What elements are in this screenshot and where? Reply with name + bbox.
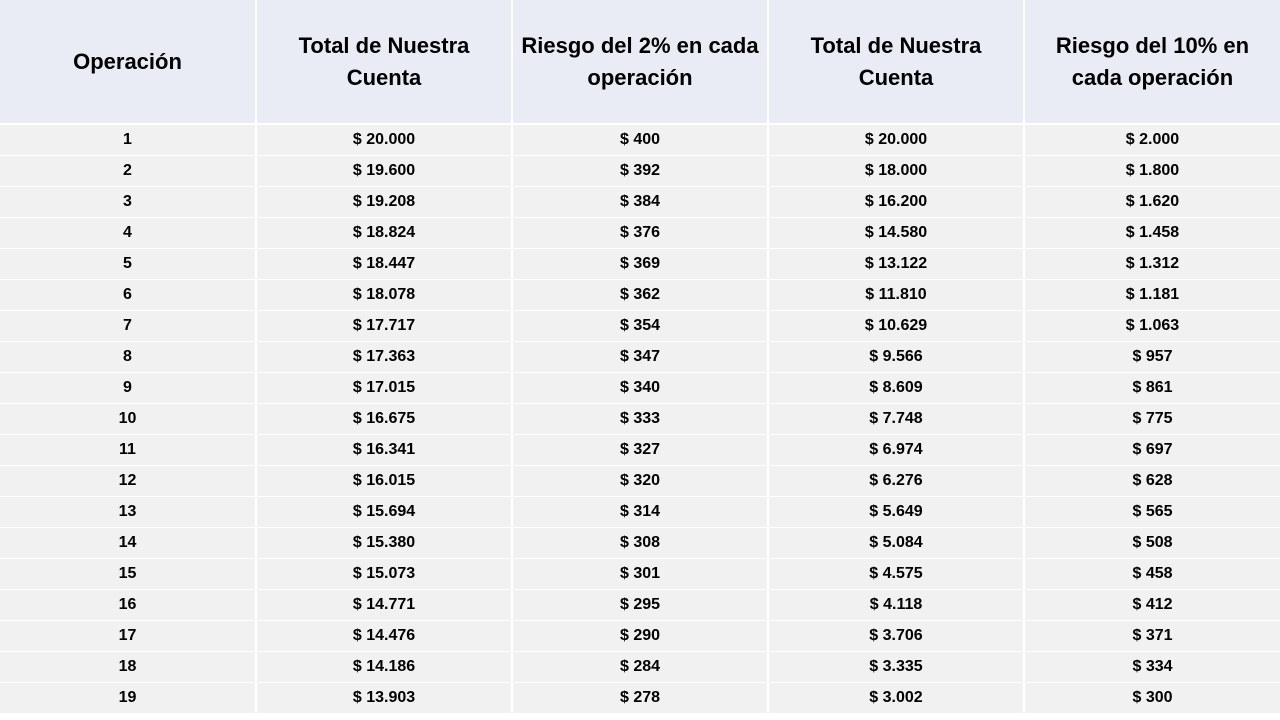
header-operacion: Operación xyxy=(0,0,256,124)
cell-total-cuenta-10: $ 11.810 xyxy=(768,279,1024,310)
cell-total-cuenta-2: $ 14.186 xyxy=(256,651,512,682)
table-row xyxy=(0,124,1280,155)
cell-total-cuenta-2: $ 19.208 xyxy=(256,186,512,217)
cell-riesgo-2: $ 284 xyxy=(512,651,768,682)
cell-riesgo-2: $ 340 xyxy=(512,372,768,403)
cell-riesgo-10: $ 775 xyxy=(1024,403,1280,434)
cell-operacion: 8 xyxy=(0,341,256,372)
cell-total-cuenta-10: $ 9.566 xyxy=(768,341,1024,372)
table-row xyxy=(0,496,1280,527)
cell-riesgo-10: $ 1.312 xyxy=(1024,248,1280,279)
cell-total-cuenta-2: $ 15.380 xyxy=(256,527,512,558)
cell-total-cuenta-10: $ 10.629 xyxy=(768,310,1024,341)
cell-riesgo-10: $ 565 xyxy=(1024,496,1280,527)
cell-riesgo-10: $ 2.000 xyxy=(1024,124,1280,155)
cell-total-cuenta-10: $ 3.335 xyxy=(768,651,1024,682)
cell-total-cuenta-2: $ 16.015 xyxy=(256,465,512,496)
cell-operacion: 16 xyxy=(0,589,256,620)
cell-total-cuenta-10: $ 3.706 xyxy=(768,620,1024,651)
cell-riesgo-10: $ 1.458 xyxy=(1024,217,1280,248)
cell-total-cuenta-2: $ 15.073 xyxy=(256,558,512,589)
cell-riesgo-2: $ 384 xyxy=(512,186,768,217)
cell-total-cuenta-10: $ 6.276 xyxy=(768,465,1024,496)
cell-total-cuenta-2: $ 18.824 xyxy=(256,217,512,248)
cell-total-cuenta-2: $ 17.363 xyxy=(256,341,512,372)
cell-total-cuenta-10: $ 16.200 xyxy=(768,186,1024,217)
cell-total-cuenta-2: $ 16.341 xyxy=(256,434,512,465)
table-row xyxy=(0,248,1280,279)
table-row xyxy=(0,403,1280,434)
cell-operacion: 13 xyxy=(0,496,256,527)
cell-riesgo-2: $ 327 xyxy=(512,434,768,465)
table-header xyxy=(0,0,1280,124)
cell-riesgo-2: $ 308 xyxy=(512,527,768,558)
cell-riesgo-2: $ 278 xyxy=(512,682,768,713)
cell-operacion: 19 xyxy=(0,682,256,713)
cell-total-cuenta-2: $ 15.694 xyxy=(256,496,512,527)
cell-riesgo-2: $ 347 xyxy=(512,341,768,372)
cell-riesgo-2: $ 290 xyxy=(512,620,768,651)
table-row xyxy=(0,279,1280,310)
cell-operacion: 7 xyxy=(0,310,256,341)
cell-operacion: 18 xyxy=(0,651,256,682)
table-row xyxy=(0,589,1280,620)
cell-operacion: 15 xyxy=(0,558,256,589)
header-total-cuenta-10: Total de Nuestra Cuenta xyxy=(768,0,1024,124)
table-row xyxy=(0,186,1280,217)
cell-operacion: 6 xyxy=(0,279,256,310)
cell-total-cuenta-10: $ 6.974 xyxy=(768,434,1024,465)
cell-operacion: 5 xyxy=(0,248,256,279)
cell-total-cuenta-2: $ 16.675 xyxy=(256,403,512,434)
cell-riesgo-10: $ 300 xyxy=(1024,682,1280,713)
cell-total-cuenta-10: $ 4.118 xyxy=(768,589,1024,620)
table-row xyxy=(0,465,1280,496)
cell-total-cuenta-2: $ 18.078 xyxy=(256,279,512,310)
cell-total-cuenta-2: $ 17.717 xyxy=(256,310,512,341)
cell-total-cuenta-2: $ 20.000 xyxy=(256,124,512,155)
table-body xyxy=(0,124,1280,713)
cell-riesgo-2: $ 392 xyxy=(512,155,768,186)
table-row xyxy=(0,434,1280,465)
cell-total-cuenta-2: $ 13.903 xyxy=(256,682,512,713)
cell-total-cuenta-2: $ 19.600 xyxy=(256,155,512,186)
cell-operacion: 3 xyxy=(0,186,256,217)
cell-total-cuenta-10: $ 13.122 xyxy=(768,248,1024,279)
cell-riesgo-2: $ 376 xyxy=(512,217,768,248)
table-row xyxy=(0,155,1280,186)
cell-riesgo-10: $ 697 xyxy=(1024,434,1280,465)
cell-riesgo-10: $ 861 xyxy=(1024,372,1280,403)
header-riesgo-10: Riesgo del 10% en cada operación xyxy=(1024,0,1280,124)
cell-total-cuenta-10: $ 14.580 xyxy=(768,217,1024,248)
cell-riesgo-2: $ 354 xyxy=(512,310,768,341)
cell-riesgo-10: $ 412 xyxy=(1024,589,1280,620)
cell-riesgo-10: $ 508 xyxy=(1024,527,1280,558)
cell-total-cuenta-10: $ 5.649 xyxy=(768,496,1024,527)
cell-operacion: 4 xyxy=(0,217,256,248)
cell-operacion: 9 xyxy=(0,372,256,403)
cell-total-cuenta-10: $ 5.084 xyxy=(768,527,1024,558)
cell-riesgo-2: $ 400 xyxy=(512,124,768,155)
cell-riesgo-2: $ 320 xyxy=(512,465,768,496)
table-row xyxy=(0,372,1280,403)
table-row xyxy=(0,310,1280,341)
cell-riesgo-10: $ 1.181 xyxy=(1024,279,1280,310)
cell-total-cuenta-2: $ 18.447 xyxy=(256,248,512,279)
cell-riesgo-10: $ 628 xyxy=(1024,465,1280,496)
cell-operacion: 11 xyxy=(0,434,256,465)
header-total-cuenta-2: Total de Nuestra Cuenta xyxy=(256,0,512,124)
cell-riesgo-2: $ 295 xyxy=(512,589,768,620)
cell-riesgo-10: $ 334 xyxy=(1024,651,1280,682)
table-row xyxy=(0,527,1280,558)
cell-total-cuenta-10: $ 4.575 xyxy=(768,558,1024,589)
cell-operacion: 17 xyxy=(0,620,256,651)
cell-riesgo-10: $ 1.063 xyxy=(1024,310,1280,341)
cell-riesgo-2: $ 369 xyxy=(512,248,768,279)
cell-riesgo-2: $ 314 xyxy=(512,496,768,527)
table-row xyxy=(0,620,1280,651)
cell-total-cuenta-2: $ 14.476 xyxy=(256,620,512,651)
cell-operacion: 14 xyxy=(0,527,256,558)
cell-riesgo-10: $ 1.800 xyxy=(1024,155,1280,186)
cell-riesgo-2: $ 362 xyxy=(512,279,768,310)
table-row xyxy=(0,217,1280,248)
cell-riesgo-10: $ 458 xyxy=(1024,558,1280,589)
cell-total-cuenta-10: $ 8.609 xyxy=(768,372,1024,403)
cell-riesgo-10: $ 1.620 xyxy=(1024,186,1280,217)
cell-operacion: 1 xyxy=(0,124,256,155)
cell-total-cuenta-2: $ 14.771 xyxy=(256,589,512,620)
cell-riesgo-2: $ 301 xyxy=(512,558,768,589)
cell-riesgo-10: $ 371 xyxy=(1024,620,1280,651)
cell-operacion: 12 xyxy=(0,465,256,496)
cell-total-cuenta-10: $ 20.000 xyxy=(768,124,1024,155)
table-row xyxy=(0,341,1280,372)
cell-total-cuenta-2: $ 17.015 xyxy=(256,372,512,403)
cell-riesgo-2: $ 333 xyxy=(512,403,768,434)
cell-total-cuenta-10: $ 7.748 xyxy=(768,403,1024,434)
cell-total-cuenta-10: $ 3.002 xyxy=(768,682,1024,713)
cell-riesgo-10: $ 957 xyxy=(1024,341,1280,372)
table-row xyxy=(0,558,1280,589)
cell-operacion: 10 xyxy=(0,403,256,434)
cell-operacion: 2 xyxy=(0,155,256,186)
header-row xyxy=(0,0,1280,124)
cell-total-cuenta-10: $ 18.000 xyxy=(768,155,1024,186)
header-riesgo-2: Riesgo del 2% en cada operación xyxy=(512,0,768,124)
table-row xyxy=(0,651,1280,682)
table-row xyxy=(0,682,1280,713)
